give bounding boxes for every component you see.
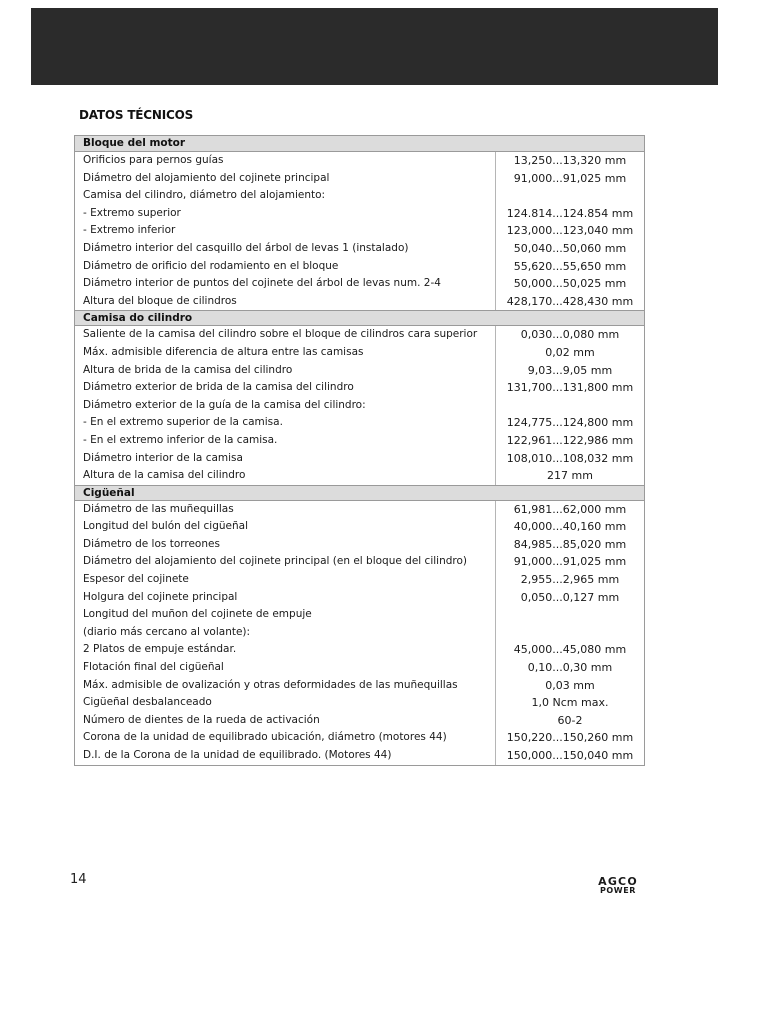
spec-label: Longitud del bulón del cigüeñal	[75, 518, 496, 536]
spec-label: 2 Platos de empuje estándar.	[75, 641, 496, 659]
spec-row	[75, 518, 644, 536]
spec-value: 217 mm	[547, 469, 593, 483]
spec-row	[75, 362, 644, 380]
spec-label: Corona de la unidad de equilibrado ubicación, diámetro (motores 44)	[75, 729, 496, 747]
spec-row	[75, 240, 644, 258]
spec-row	[75, 293, 644, 311]
spec-value: 40,000...40,160 mm	[513, 520, 627, 534]
spec-label: Camisa del cilindro, diámetro del alojamiento:	[75, 187, 496, 205]
spec-label: Diámetro exterior de brida de la camisa del cilindro	[75, 379, 496, 397]
spec-row	[75, 501, 644, 519]
spec-label: Espesor del cojinete	[75, 571, 496, 589]
spec-label: (diario más cercano al volante):	[75, 624, 496, 642]
spec-label: Holgura del cojinete principal	[75, 589, 496, 607]
spec-row	[75, 258, 644, 276]
spec-value: 60-2	[557, 713, 583, 727]
spec-label: - Extremo inferior	[75, 222, 496, 240]
spec-value: 91,000...91,025 mm	[513, 171, 627, 185]
spec-value: 84,985...85,020 mm	[513, 537, 627, 551]
spec-value: 428,170...428,430 mm	[506, 294, 634, 308]
spec-label: D.I. de la Corona de la unidad de equilibrado. (Motores 44)	[75, 747, 496, 765]
spec-label: Flotación final del cigüeñal	[75, 659, 496, 677]
spec-value	[496, 187, 644, 205]
spec-value: 123,000...123,040 mm	[506, 224, 634, 238]
spec-value: 0,050...0,127 mm	[520, 590, 620, 604]
spec-label: Diámetro del alojamiento del cojinete principal	[75, 170, 496, 188]
spec-row	[75, 641, 644, 659]
spec-value: 45,000...45,080 mm	[513, 643, 627, 657]
spec-row	[75, 187, 644, 205]
spec-label: Diámetro interior de la camisa	[75, 450, 496, 468]
spec-value: 122,961...122,986 mm	[506, 433, 634, 447]
spec-row	[75, 467, 644, 485]
spec-label: Diámetro de orificio del rodamiento en el bloque	[75, 258, 496, 276]
spec-value: 1,0 Ncm max.	[531, 696, 609, 710]
spec-row	[75, 326, 644, 344]
spec-label: - Extremo superior	[75, 205, 496, 223]
spec-value	[496, 606, 644, 624]
spec-label: Diámetro de las muñequillas	[75, 501, 496, 519]
section-header: Cigüeñal	[75, 485, 644, 501]
spec-row	[75, 536, 644, 554]
spec-label: Número de dientes de la rueda de activación	[75, 712, 496, 730]
spec-row	[75, 222, 644, 240]
spec-label: Altura del bloque de cilindros	[75, 293, 496, 311]
section-header: Camisa do cilindro	[75, 310, 644, 326]
spec-value: 131,700...131,800 mm	[506, 381, 634, 395]
spec-label: Máx. admisible diferencia de altura entre las camisas	[75, 344, 496, 362]
spec-row	[75, 659, 644, 677]
spec-label: Diámetro interior de puntos del cojinete del árbol de levas num. 2-4	[75, 275, 496, 293]
page-number: 14	[70, 872, 87, 887]
spec-label: Diámetro de los torreones	[75, 536, 496, 554]
spec-label: Longitud del muñon del cojinete de empuje	[75, 606, 496, 624]
spec-value: 0,030...0,080 mm	[520, 328, 620, 342]
spec-label: Diámetro exterior de la guía de la camisa del cilindro:	[75, 397, 496, 415]
spec-row	[75, 624, 644, 642]
spec-value: 124,775...124,800 mm	[506, 416, 634, 430]
spec-row	[75, 170, 644, 188]
spec-value: 150,000...150,040 mm	[506, 749, 634, 762]
spec-value: 124.814...124.854 mm	[506, 206, 634, 220]
header-band	[31, 8, 718, 85]
spec-value: 9,03...9,05 mm	[527, 363, 613, 377]
spec-value	[496, 397, 644, 415]
spec-row	[75, 344, 644, 362]
spec-label: Máx. admisible de ovalización y otras deformidades de las muñequillas	[75, 677, 496, 695]
logo-line-2: POWER	[599, 886, 637, 895]
spec-row	[75, 275, 644, 293]
spec-row	[75, 152, 644, 170]
spec-value: 108,010...108,032 mm	[506, 451, 634, 465]
spec-value: 50,040...50,060 mm	[513, 241, 627, 255]
spec-row	[75, 589, 644, 607]
spec-value: 61,981...62,000 mm	[513, 502, 627, 516]
spec-row	[75, 432, 644, 450]
spec-row	[75, 571, 644, 589]
logo-line-1: AGCO	[598, 875, 638, 888]
page-title: DATOS TÉCNICOS	[79, 108, 194, 122]
spec-label: Altura de la camisa del cilindro	[75, 467, 496, 485]
spec-value: 55,620...55,650 mm	[513, 259, 627, 273]
spec-row	[75, 712, 644, 730]
spec-value: 91,000...91,025 mm	[513, 555, 627, 569]
spec-table	[74, 135, 645, 766]
spec-value: 0,10...0,30 mm	[527, 661, 613, 675]
spec-row	[75, 677, 644, 695]
section-header: Bloque del motor	[75, 136, 644, 152]
spec-row	[75, 606, 644, 624]
spec-label: Diámetro del alojamiento del cojinete principal (en el bloque del cilindro)	[75, 553, 496, 571]
spec-label: Saliente de la camisa del cilindro sobre el bloque de cilindros cara superior	[75, 326, 496, 344]
spec-row	[75, 729, 644, 747]
spec-row	[75, 397, 644, 415]
spec-label: Cigüeñal desbalanceado	[75, 694, 496, 712]
spec-row	[75, 414, 644, 432]
spec-value: 13,250...13,320 mm	[513, 154, 627, 167]
spec-row	[75, 205, 644, 223]
spec-row	[75, 747, 644, 765]
spec-value: 2,955...2,965 mm	[520, 573, 620, 587]
spec-label: Orificios para pernos guías	[75, 152, 496, 170]
spec-value: 0,02 mm	[545, 345, 595, 359]
spec-label: - En el extremo superior de la camisa.	[75, 414, 496, 432]
spec-row	[75, 379, 644, 397]
spec-value: 50,000...50,025 mm	[513, 277, 627, 291]
spec-label: Diámetro interior del casquillo del árbol de levas 1 (instalado)	[75, 240, 496, 258]
spec-value: 0,03 mm	[545, 678, 595, 692]
spec-label: - En el extremo inferior de la camisa.	[75, 432, 496, 450]
spec-value	[496, 624, 644, 642]
spec-label: Altura de brida de la camisa del cilindro	[75, 362, 496, 380]
spec-row	[75, 553, 644, 571]
spec-value: 150,220...150,260 mm	[506, 731, 634, 745]
spec-row	[75, 450, 644, 468]
agco-power-logo	[590, 877, 646, 895]
spec-row	[75, 694, 644, 712]
